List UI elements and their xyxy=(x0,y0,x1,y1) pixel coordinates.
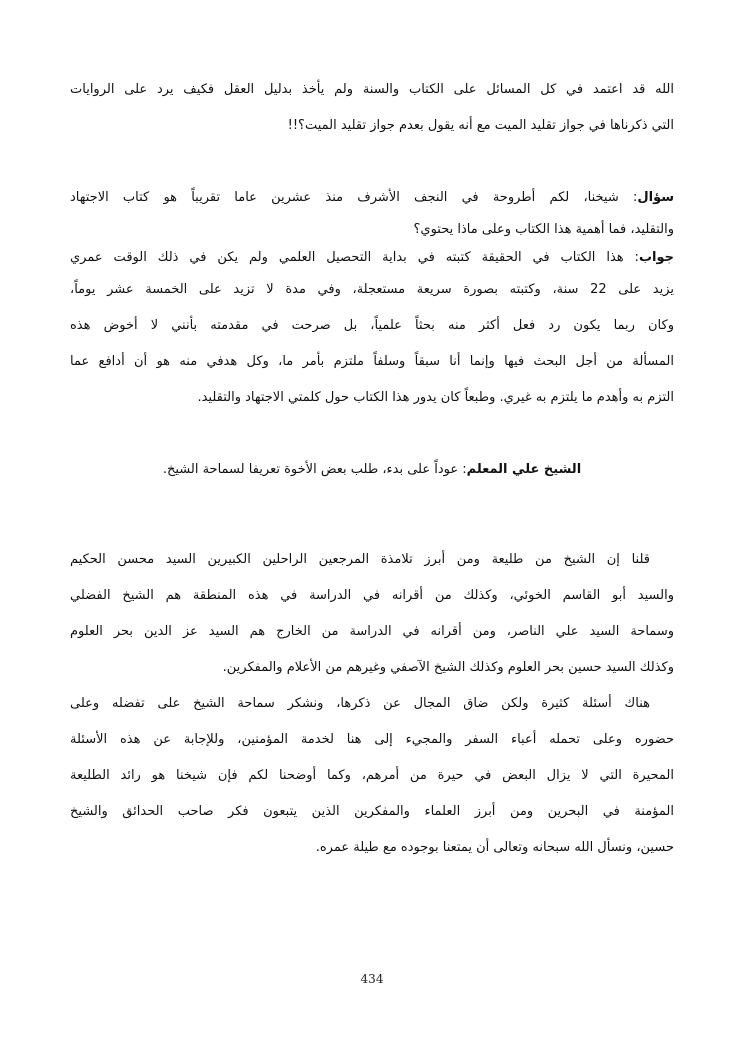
question-line-1-text: : شيخنا، لكم أطروحة في النجف الأشرف منذ عشرين عاما تقريباً هو كتاب الاجتهاد xyxy=(70,190,638,205)
answer-line-2: يزيد على 22 سنة، وكتبته بصورة سريعة مستعجلة، وفي مدة لا تزيد على الخمسة عشر يوماً، xyxy=(70,282,674,297)
paragraph-2-line-3: وسماحة السيد علي الناصر، ومن أقرانه في الدراسة من الخارج هم السيد عز الدين بحر العلوم xyxy=(70,624,674,639)
question-line-1 xyxy=(70,180,674,216)
spacer xyxy=(70,144,674,180)
paragraph-3-line-4: المؤمنة في البحرين ومن أبرز العلماء والمفكرين الذين يتبعون فكر صاحب الحدائق والشيخ xyxy=(70,804,674,819)
answer-line-1 xyxy=(70,244,674,272)
answer-label: جواب xyxy=(638,250,674,265)
spacer xyxy=(70,416,674,452)
paragraph-1-line-1: الله قد اعتمد في كل المسائل على الكتاب والسنة ولم يأخذ بدليل العقل فكيف يرد على الروايات xyxy=(70,82,674,97)
speaker-text: : عوداً على بدء، طلب بعض الأخوة تعريفا لسماحة الشيخ. xyxy=(162,462,467,477)
question-label: سؤال xyxy=(637,190,674,205)
answer-line-1-text: : هذا الكتاب في الحقيقة كتبته في بداية التحصيل العلمي ولم يكن في ذلك الوقت عمري xyxy=(70,250,639,265)
page-number: 434 xyxy=(360,972,384,986)
paragraph-2-line-1: قلنا إن الشيخ من طليعة ومن أبرز تلامذة المرجعين الراحلين الكبيرين السيد محسن الحكيم xyxy=(70,552,650,567)
paragraph-2-line-4: وكذلك السيد حسين بحر العلوم وكذلك الشيخ الآصفي وغيرهم من الأعلام والمفكرين. xyxy=(222,660,674,675)
speaker-line xyxy=(70,452,674,488)
paragraph-3-line-3: المحيرة التي لا يزال البعض في حيرة من أمرهم، وكما أوضحنا لكم فإن شيخنا هو رائد الطليعة xyxy=(70,768,674,783)
answer-line-5: التزم به وأهدم ما يلتزم به غيري. وطبعاً كان يدور هذا الكتاب حول كلمتي الاجتهاد والتقليد. xyxy=(197,390,674,405)
paragraph-1-line-2: التي ذكرناها في جواز تقليد الميت مع أنه يقول بعدم جواز تقليد الميت؟!! xyxy=(287,118,674,133)
question-line-2: والتقليد، فما أهمية هذا الكتاب وعلى ماذا يحتوي؟ xyxy=(413,222,674,237)
spacer xyxy=(70,488,674,542)
answer-line-3: وكان ربما يكون رد فعل أكثر منه بحثاً علمياً، بل صرحت في مقدمته بأنني لا أخوض هذه xyxy=(70,318,674,333)
speaker-label: الشيخ علي المعلم xyxy=(466,462,582,477)
paragraph-3-line-2: حضوره وعلى تحمله أعباء السفر والمجيء إلى هنا لخدمة المؤمنين، وللإجابة عن هذه الأسئلة xyxy=(70,732,674,747)
paragraph-2-line-2: والسيد أبو القاسم الخوئي، وكذلك من أقرانه في الدراسة في هذه المنطقة هم الشيخ الفضلي xyxy=(70,588,674,603)
paragraph-3-line-1: هناك أسئلة كثيرة ولكن ضاق المجال عن ذكرها، ونشكر سماحة الشيخ على تفضله وعلى xyxy=(70,696,650,711)
paragraph-3-line-5: حسين، ونسأل الله سبحانه وتعالى أن يمتعنا بوجوده مع طيلة عمره. xyxy=(315,840,674,855)
answer-line-4: المسألة من أجل البحث فيها وإنما أنا سبقاً وسلفاً ملتزم بأمر ما، وكل هدفي منه هو أن أدافع عما xyxy=(70,354,674,369)
page-body xyxy=(70,72,674,866)
